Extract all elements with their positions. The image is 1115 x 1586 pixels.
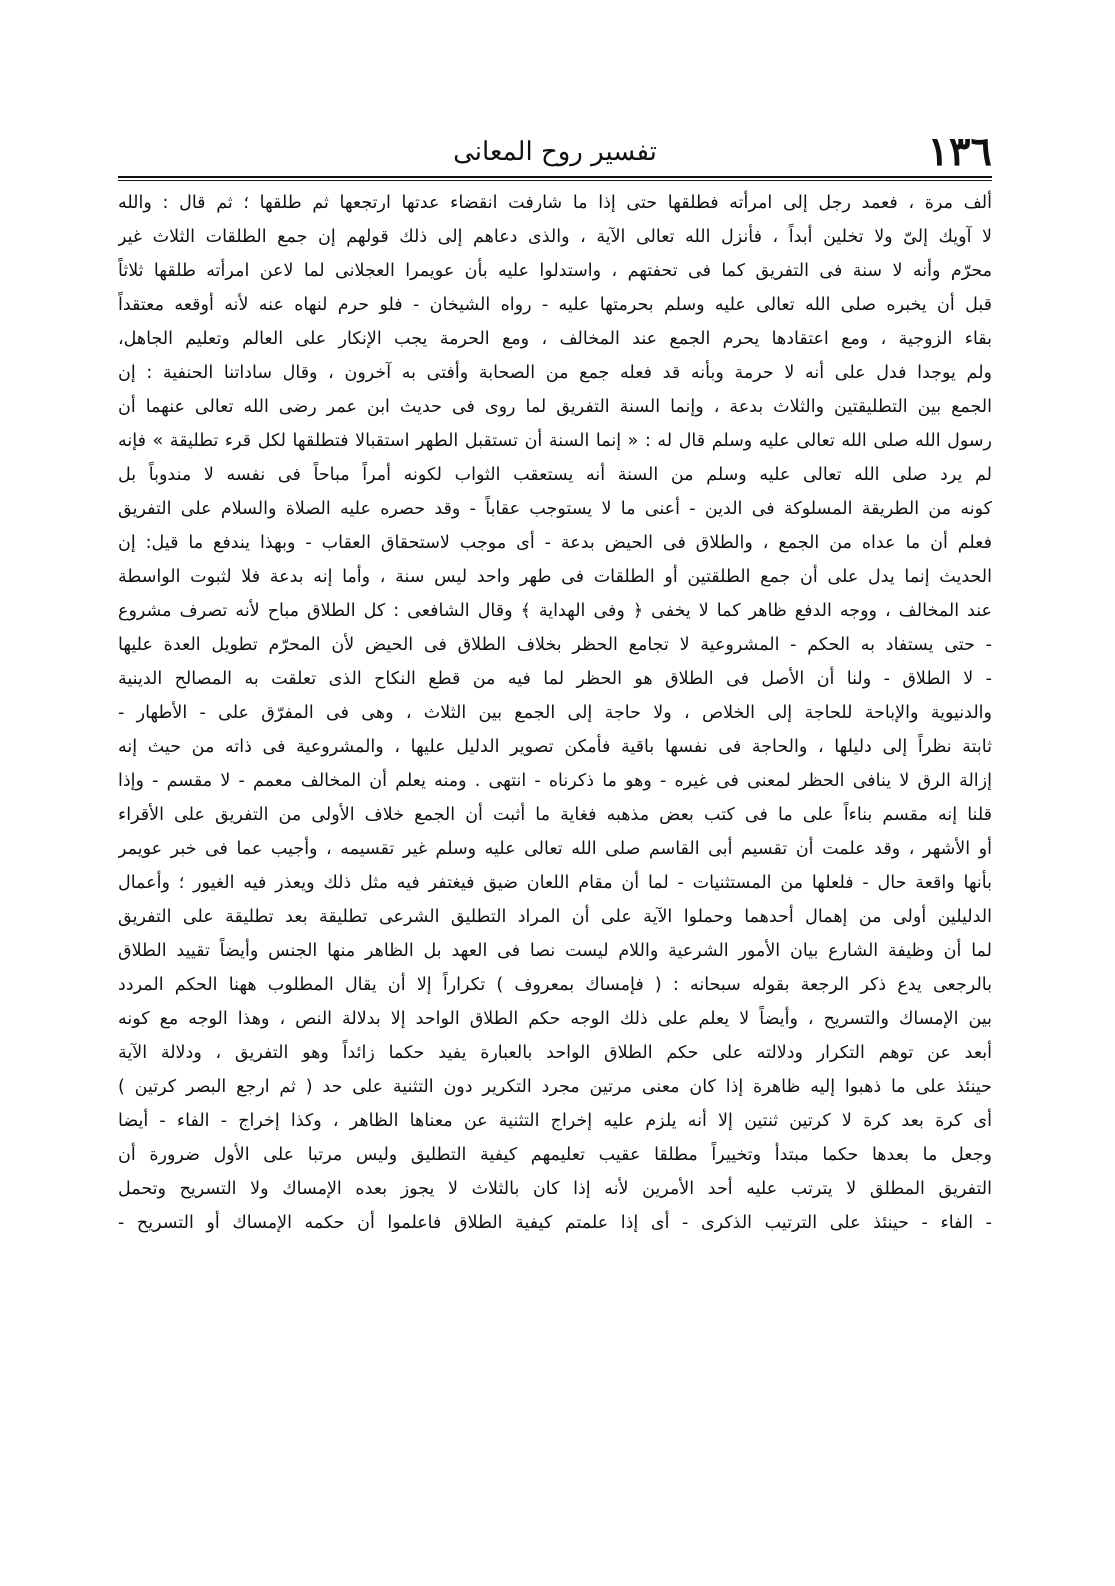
text-line: بالرجعى يدع ذكر الرجعة بقوله سبحانه : ( فإمساك بمعروف ) تكراراً إلا أن يقال المطلوب ههنا الحكم المردد: [118, 975, 992, 995]
header-rule: [118, 176, 992, 178]
body-text: [118, 186, 992, 1240]
text-line: محرّم وأنه لا سنة فى التفريق كما فى تحفتهم ، واستدلوا عليه بأن عويمرا العجلانى لما لاعن امرأته طلقها ثلاثاً: [118, 261, 992, 281]
text-line: بقاء الزوجية ، ومع اعتقادها يحرم الجمع عند المخالف ، ومع الحرمة يجب الإنكار على العالم وتعليم الجاهل،: [118, 329, 992, 349]
text-line: رسول الله صلى الله تعالى عليه وسلم قال له : « إنما السنة أن تستقبل الطهر استقبالا فتطلقها لكل قرء تطليقة » فإنه: [118, 431, 992, 451]
text-line: والدنيوية والإباحة للحاجة إلى الخلاص ، ولا حاجة إلى الجمع بين الثلاث ، وهى فى المفرّق على - الأطهار -: [118, 703, 992, 723]
text-line: ولم يوجدا فدل على أنه لا حرمة وبأنه قد فعله جمع من الصحابة وأفتى به آخرون ، وقال ساداتنا الحنفية : إن: [118, 363, 992, 383]
text-line: حينئذ على ما ذهبوا إليه ظاهرة إذا كان معنى مرتين مجرد التكرير دون التثنية على حد ( ثم ارجع البصر كرتين ): [118, 1077, 992, 1097]
text-line: - الفاء - حينئذ على الترتيب الذكرى - أى إذا علمتم كيفية الطلاق فاعلموا أن حكمه الإمساك أو التسريح -: [118, 1213, 992, 1233]
text-line: إزالة الرق لا ينافى الحظر لمعنى فى غيره - وهو ما ذكرناه - انتهى . ومنه يعلم أن المخالف معمم - لا مقسم - وإذا: [118, 771, 992, 791]
text-line: الحديث إنما يدل على أن جمع الطلقتين أو الطلقات فى طهر واحد ليس سنة ، وأما إنه بدعة فلا لثبوت الواسطة: [118, 567, 992, 587]
text-line: قبل أن يخبره صلى الله تعالى عليه وسلم بحرمتها عليه - رواه الشيخان - فلو حرم لنهاه عنه لأنه أوقعه معتقداً: [118, 295, 992, 315]
page-header: [118, 130, 992, 178]
text-line: ألف مرة ، فعمد رجل إلى امرأته فطلقها حتى إذا ما شارفت انقضاء عدتها ارتجعها ثم طلقها ؛ ثم قال : والله: [118, 193, 992, 213]
running-title: تفسير روح المعانى: [453, 137, 657, 167]
text-line: لا آويك إلىّ ولا تخلين أبداً ، فأنزل الله تعالى الآية ، والذى دعاهم إلى ذلك قولهم إن جمع الطلقات الثلاث غير: [118, 227, 992, 247]
text-line: وجعل ما بعدها حكما مبتدأ وتخييراً مطلقا عقيب تعليمهم كيفية التطليق وليس مرتبا على الأول ضرورة أن: [118, 1145, 992, 1165]
text-line: كونه من الطريقة المسلوكة فى الدين - أعنى ما لا يستوجب عقاباً - وقد حصره عليه الصلاة والسلام على التفريق: [118, 499, 992, 519]
text-line: - لا الطلاق - ولنا أن الأصل فى الطلاق هو الحظر لما فيه من قطع النكاح الذى تعلقت به المصالح الدينية: [118, 669, 992, 689]
text-line: فعلم أن ما عداه من الجمع ، والطلاق فى الحيض بدعة - أى موجب لاستحقاق العقاب - وبهذا يندفع ما قيل: إن: [118, 533, 992, 553]
text-line: أبعد عن توهم التكرار ودلالته على حكم الطلاق الواحد بالعبارة يفيد حكما زائداً وهو التفريق ، ودلالة الآية: [118, 1043, 992, 1063]
text-line: بأنها واقعة حال - فلعلها من المستثنيات - لما أن مقام اللعان ضيق فيغتفر فيه مثل ذلك ويعذر فيه الغيور ؛ وأعمال: [118, 873, 992, 893]
text-line: قلنا إنه مقسم بناءاً على ما فى كتب بعض مذهبه فغاية ما أثبت أن الجمع خلاف الأولى من التفريق على الأقراء: [118, 805, 992, 825]
text-line: - حتى يستفاد به الحكم - المشروعية لا تجامع الحظر بخلاف الطلاق فى الحيض لأن المحرّم تطويل العدة عليها: [118, 635, 992, 655]
text-line: لم يرد صلى الله تعالى عليه وسلم من السنة أنه يستعقب الثواب لكونه أمراً مباحاً فى نفسه لا مندوباً بل: [118, 465, 992, 485]
text-line: التفريق المطلق لا يترتب عليه أحد الأمرين لأنه إذا كان بالثلاث لا يجوز بعده الإمساك ولا التسريح وتحمل: [118, 1179, 992, 1199]
text-line: بين الإمساك والتسريح ، وأيضاً لا يعلم على ذلك الوجه حكم الطلاق الواحد إلا بدلالة النص ، وهذا الوجه مع كونه: [118, 1009, 992, 1029]
header-rule-thin: [118, 180, 992, 181]
text-line: الدليلين أولى من إهمال أحدهما وحملوا الآية على أن المراد التطليق الشرعى تطليقة بعد تطليقة على التفريق: [118, 907, 992, 927]
text-line: أو الأشهر ، وقد علمت أن تقسيم أبى القاسم صلى الله تعالى عليه وسلم غير تقسيمه ، وأجيب عما فى خبر عويمر: [118, 839, 992, 859]
text-line: أى كرة بعد كرة لا كرتين ثنتين إلا أنه يلزم عليه إخراج التثنية عن معناها الظاهر ، وكذا إخراج - الفاء - أيضا: [118, 1111, 992, 1131]
page-number: ١٣٦: [927, 128, 992, 175]
text-line: ثابتة نظراً إلى دليلها ، والحاجة فى نفسها باقية فأمكن تصوير الدليل عليها ، والمشروعية فى ذاته من حيث إنه: [118, 737, 992, 757]
text-line: لما أن وظيفة الشارع بيان الأمور الشرعية واللام ليست نصا فى العهد بل الظاهر منها الجنس وأيضاً تقييد الطلاق: [118, 941, 992, 961]
text-line: الجمع بين التطليقتين والثلاث بدعة ، وإنما السنة التفريق لما روى فى حديث ابن عمر رضى الله تعالى عنهما أن: [118, 397, 992, 417]
text-line: عند المخالف ، ووجه الدفع ظاهر كما لا يخفى ﴿ وفى الهداية ﴾ وقال الشافعى : كل الطلاق مباح لأنه تصرف مشروع: [118, 601, 992, 621]
